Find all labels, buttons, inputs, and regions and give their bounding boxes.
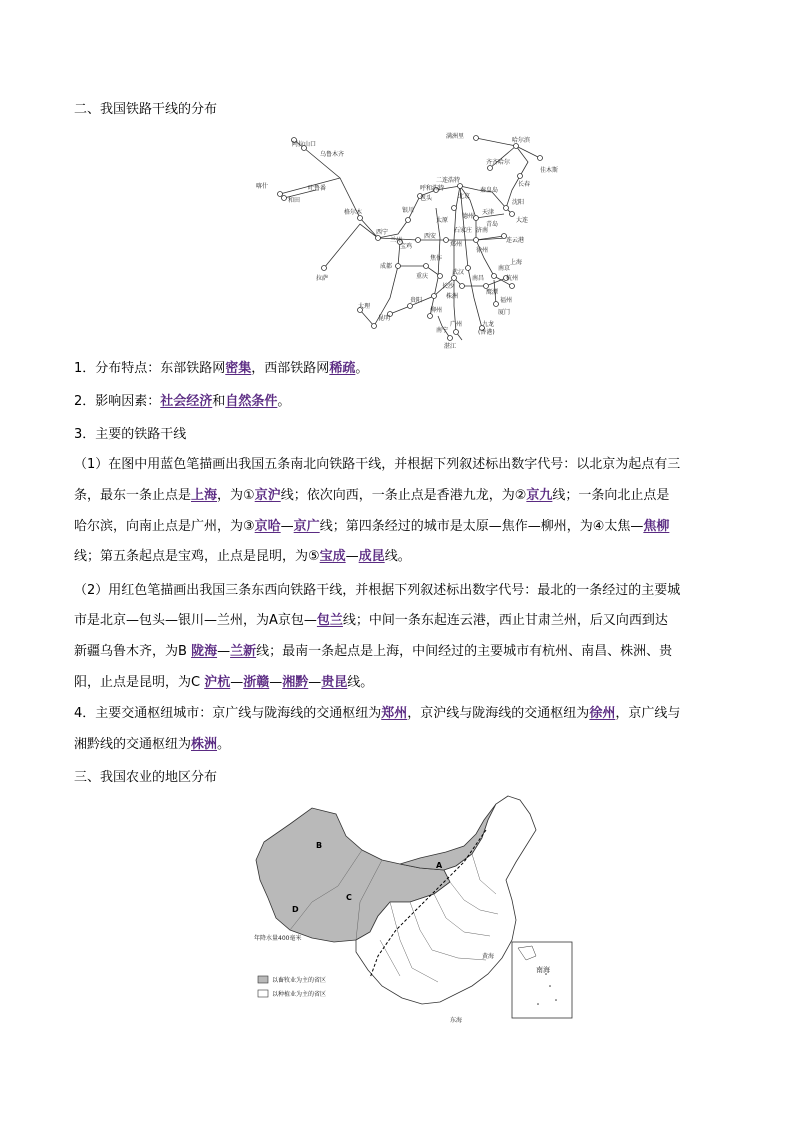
item-1 xyxy=(74,360,368,378)
map-label: 拉萨 xyxy=(316,275,329,282)
map-label: 沈阳 xyxy=(512,199,525,206)
map-label: 重庆 xyxy=(416,273,429,280)
south-china-sea-inset xyxy=(512,942,572,1018)
text: 线；第四条经过的城市是太原—焦作—柳州，为④太焦— xyxy=(319,519,644,534)
region-letter: A xyxy=(436,861,443,870)
map-label: 焦作 xyxy=(430,255,443,262)
text: ，为① xyxy=(217,488,255,503)
text: 哈尔滨，向南止点是广州，为③ xyxy=(74,519,255,534)
map-label: 大理 xyxy=(358,303,371,310)
answer-zhuzhou: 株洲 xyxy=(191,737,218,752)
map-label: 杭州 xyxy=(506,275,519,282)
text: 条，最东一条止点是 xyxy=(74,488,192,503)
map-label: 吐鲁番 xyxy=(308,185,327,192)
item-2-prefix: 2．影响因素： xyxy=(74,394,161,409)
map-label: 宝鸡 xyxy=(400,243,413,250)
answer-lanxin: 兰新 xyxy=(230,644,257,659)
map-label: 天津 xyxy=(482,209,495,216)
answer-natural-conditions: 自然条件 xyxy=(225,394,278,409)
answer-jinghu: 京沪 xyxy=(254,488,281,503)
text: — xyxy=(308,675,322,690)
q2-line4 xyxy=(74,674,373,692)
q2-line1: （2）用红色笔描画出我国三条东西向铁路干线，并根据下列叙述标出数字代号：最北的一条经过的主要城 xyxy=(74,583,681,598)
text: 。 xyxy=(217,737,231,752)
answer-longhai: 陇海 xyxy=(191,644,218,659)
map-label: 贵阳 xyxy=(410,297,423,304)
map-label: 和田 xyxy=(288,197,301,204)
text: 线。 xyxy=(347,675,374,690)
map-label: 格尔木 xyxy=(344,209,363,216)
answer-xianggian: 湘黔 xyxy=(282,675,309,690)
answer-baocheng: 宝成 xyxy=(319,549,346,564)
text: ，京沪线与陇海线的交通枢纽为 xyxy=(407,706,590,721)
map-label: 济南 xyxy=(476,227,489,234)
item-1-mid: ，西部铁路网 xyxy=(251,361,330,376)
map-label: (香港) xyxy=(478,329,495,336)
item-1-prefix: 1．分布特点：东部铁路网 xyxy=(74,361,226,376)
text: 4．主要交通枢纽城市：京广线与陇海线的交通枢纽为 xyxy=(74,706,382,721)
agriculture-map xyxy=(250,790,580,1028)
text: 湘黔线的交通枢纽为 xyxy=(74,737,192,752)
map-label: 鹰潭 xyxy=(486,289,499,296)
map-label: 秦皇岛 xyxy=(480,187,499,194)
legend-swatch-agricultural xyxy=(258,990,268,997)
section2-title: 二、我国铁路干线的分布 xyxy=(74,102,218,117)
text: 线；依次向西，一条止点是香港九龙，为② xyxy=(280,488,527,503)
map-label: 成都 xyxy=(380,263,393,270)
map-label: 郑州 xyxy=(450,241,463,248)
map-label: 西安 xyxy=(424,233,437,240)
text: — xyxy=(345,549,359,564)
text: 阳，止点是昆明，为C xyxy=(74,675,205,690)
map-label: 株洲 xyxy=(446,293,459,300)
map-label: 兰州 xyxy=(390,237,403,244)
item-2-suffix: 。 xyxy=(277,394,291,409)
answer-dense: 密集 xyxy=(225,361,252,376)
map-label: 佳木斯 xyxy=(540,167,559,174)
map-text: 东海 xyxy=(450,1017,463,1024)
map-label: 昆明 xyxy=(378,315,391,322)
map-label: 齐齐哈尔 xyxy=(486,159,511,166)
map-label: 上海 xyxy=(510,259,523,266)
map-label: 广州 xyxy=(450,321,463,328)
map-label: 银川 xyxy=(402,207,415,214)
answer-sparse: 稀疏 xyxy=(329,361,356,376)
q2-line2 xyxy=(74,612,668,630)
text: — xyxy=(280,519,294,534)
answer-xuzhou: 徐州 xyxy=(589,706,616,721)
answer-shanghai: 上海 xyxy=(191,488,218,503)
text: 线；一条向北止点是 xyxy=(552,488,670,503)
answer-jiaoliu: 焦柳 xyxy=(643,519,670,534)
item-1-suffix: 。 xyxy=(355,361,369,376)
q2-line3 xyxy=(74,643,672,661)
q1-line1: （1）在图中用蓝色笔描画出我国五条南北向铁路干线，并根据下列叙述标出数字代号：以北京为起点有三 xyxy=(74,457,681,472)
map-label: 二连浩特 xyxy=(436,177,461,184)
map-label: 厦门 xyxy=(498,309,511,316)
item-4-line1 xyxy=(74,705,680,723)
text: — xyxy=(230,675,244,690)
q1-line2 xyxy=(74,487,669,505)
text: 线；第五条起点是宝鸡，止点是昆明，为⑤ xyxy=(74,549,320,564)
map-label: 九龙 xyxy=(482,321,495,328)
map-label: 连云港 xyxy=(506,237,525,244)
answer-zhengzhou: 郑州 xyxy=(381,706,408,721)
text: 线；中间一条东起连云港，西止甘肃兰州，后又向西到达 xyxy=(342,613,668,628)
map-text: 南海 xyxy=(536,966,550,974)
answer-jingjiu: 京九 xyxy=(526,488,553,503)
text: — xyxy=(217,644,231,659)
region-letter: D xyxy=(292,905,299,914)
map-label: 南京 xyxy=(498,265,511,272)
legend-swatch-pastoral xyxy=(258,976,268,983)
map-label: 乌鲁木齐 xyxy=(320,151,345,158)
text: 线；最南一条起点是上海，中间经过的主要城市有杭州、南昌、株洲、贵 xyxy=(256,644,673,659)
legend-pastoral: 以畜牧业为主的省区 xyxy=(272,977,327,984)
section3-title: 三、我国农业的地区分布 xyxy=(74,770,218,785)
q1-line3 xyxy=(74,518,669,536)
map-text: 年降水量400毫米 xyxy=(254,935,302,942)
item-3-title: 3．主要的铁路干线 xyxy=(74,427,187,442)
answer-guikun: 贵昆 xyxy=(321,675,348,690)
answer-baolan: 包兰 xyxy=(316,613,343,628)
answer-jingha: 京哈 xyxy=(254,519,281,534)
item-2-mid: 和 xyxy=(212,394,226,409)
map-label: 包头 xyxy=(420,195,433,202)
map-label: 呼和浩特 xyxy=(420,185,445,192)
answer-jingguang: 京广 xyxy=(293,519,320,534)
answer-social-economy: 社会经济 xyxy=(160,394,213,409)
map-label: 德州 xyxy=(462,213,475,220)
map-label: 太原 xyxy=(436,217,449,224)
text: ，京广线与 xyxy=(615,706,681,721)
map-label: 南昌 xyxy=(472,275,485,282)
map-label: 满洲里 xyxy=(446,133,465,140)
map-label: 徐州 xyxy=(476,247,489,254)
text: 市是北京—包头—银川—兰州，为A京包— xyxy=(74,613,317,628)
answer-zhegan: 浙赣 xyxy=(243,675,270,690)
map-label: 阿拉山口 xyxy=(292,141,317,148)
map-label: 青岛 xyxy=(486,221,499,228)
map-label: 长春 xyxy=(518,181,531,188)
map-label: 石家庄 xyxy=(454,227,473,234)
item-2 xyxy=(74,393,290,411)
region-letter: B xyxy=(316,841,323,850)
region-letter: C xyxy=(346,893,352,902)
item-4-line2 xyxy=(74,736,230,754)
map-text: 黄海 xyxy=(482,953,495,960)
map-label: 南宁 xyxy=(436,327,449,334)
map-label: 湛江 xyxy=(444,343,457,350)
map-label: 福州 xyxy=(500,297,513,304)
map-label: 柳州 xyxy=(430,307,443,314)
map-label: 喀什 xyxy=(256,183,269,190)
map-label: 长沙 xyxy=(442,283,455,290)
legend-agricultural: 以种植业为主的省区 xyxy=(272,991,327,998)
map-label: 北京 xyxy=(458,193,471,200)
map-label: 武汉 xyxy=(452,269,465,276)
q1-line4 xyxy=(74,548,411,566)
text: 线。 xyxy=(384,549,411,564)
map-label: 西宁 xyxy=(376,229,389,236)
map-label: 大连 xyxy=(516,217,529,224)
answer-huhang: 沪杭 xyxy=(204,675,231,690)
map-label: 哈尔滨 xyxy=(512,137,531,144)
railway-map xyxy=(250,128,570,350)
answer-chengkun: 成昆 xyxy=(358,549,385,564)
text: 新疆乌鲁木齐，为B xyxy=(74,644,192,659)
text: — xyxy=(269,675,283,690)
